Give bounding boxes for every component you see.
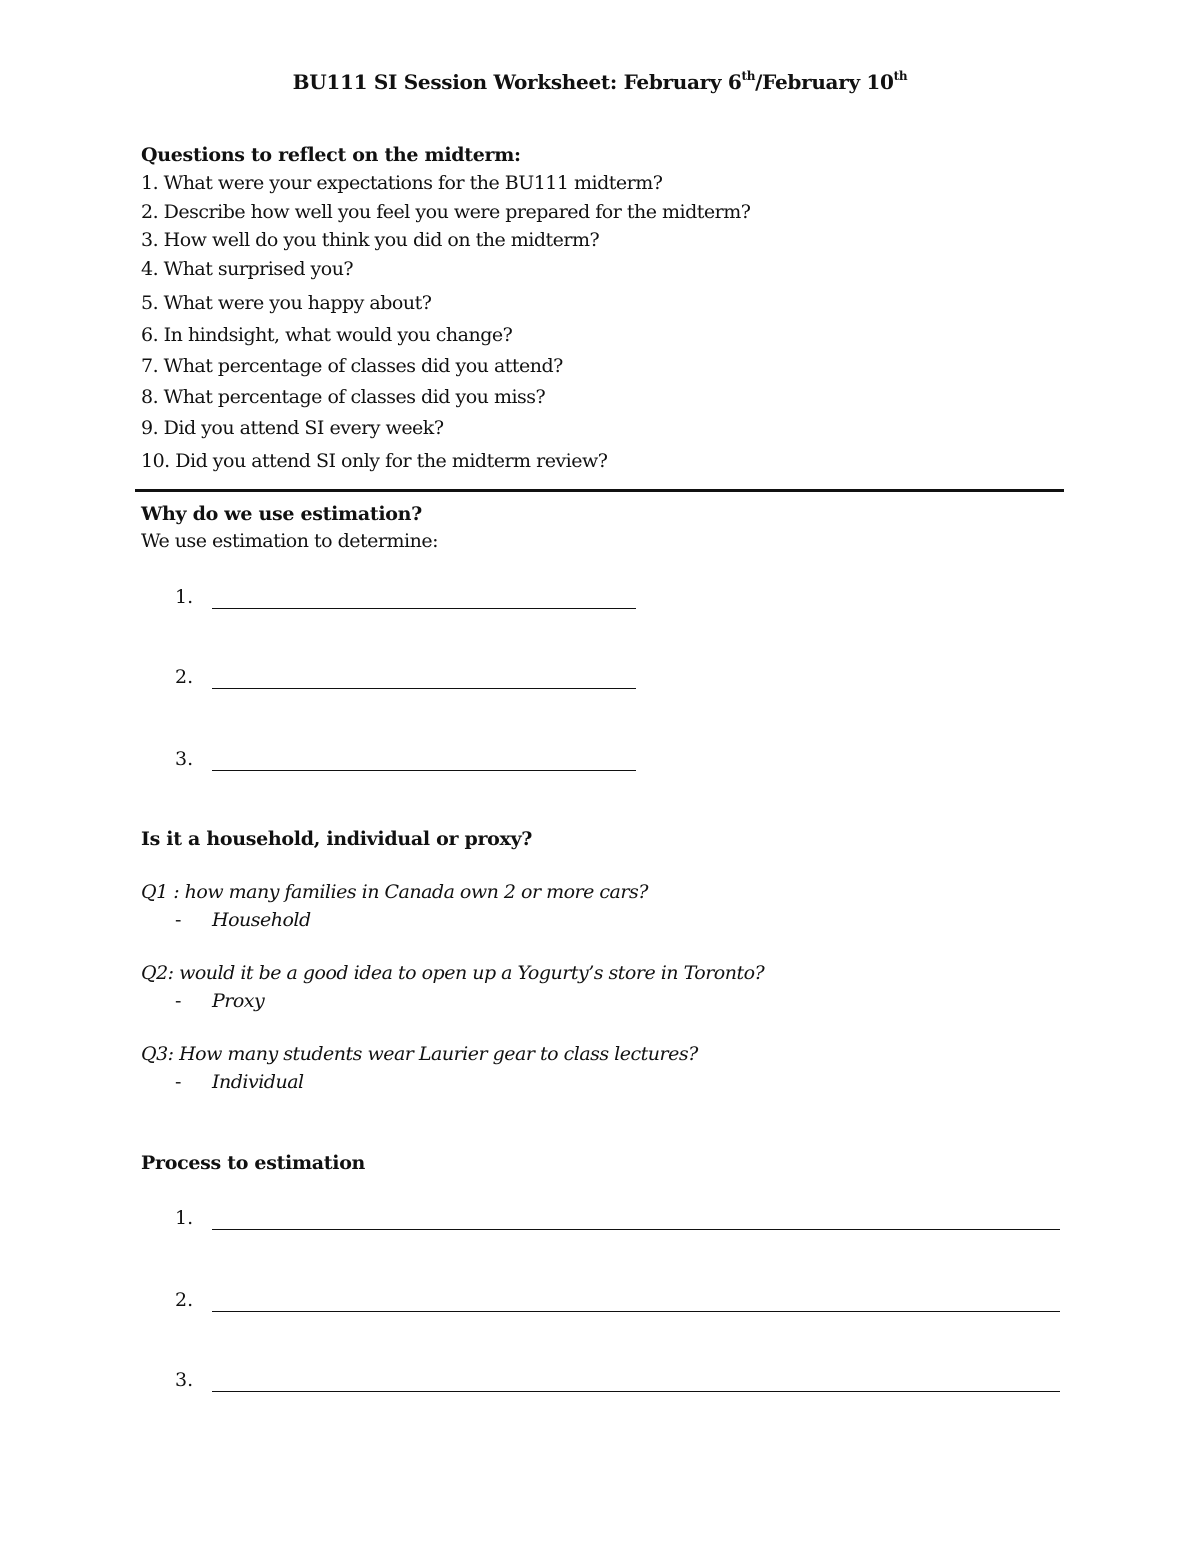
reflect-question: 6. In hindsight, what would you change? [141, 324, 513, 346]
classify-answer: Household [212, 909, 311, 931]
answer-blank-line[interactable] [212, 1391, 1060, 1392]
blank-number: 2. [175, 666, 194, 688]
blank-number: 1. [175, 586, 194, 608]
reflect-question: 7. What percentage of classes did you attend? [141, 355, 563, 377]
classify-question: Q2: would it be a good idea to open up a Yogurty’s store in Toronto? [141, 962, 765, 984]
estimation-lead: We use estimation to determine: [141, 530, 438, 552]
answer-dash: - [175, 909, 182, 931]
reflect-question: 2. Describe how well you feel you were prepared for the midterm? [141, 201, 751, 223]
classify-answer: Proxy [212, 990, 265, 1012]
blank-number: 1. [175, 1207, 194, 1229]
answer-blank-line[interactable] [212, 1311, 1060, 1312]
answer-blank-line[interactable] [212, 688, 636, 689]
classify-question: Q1 : how many families in Canada own 2 or more cars? [141, 881, 648, 903]
title-superscript: th [741, 69, 756, 83]
reflect-question: 3. How well do you think you did on the midterm? [141, 229, 600, 251]
classify-question: Q3: How many students wear Laurier gear to class lectures? [141, 1043, 698, 1065]
estimation-heading: Why do we use estimation? [141, 503, 422, 525]
blank-number: 3. [175, 748, 194, 770]
page-title [0, 70, 1200, 94]
reflect-question: 4. What surprised you? [141, 258, 354, 280]
answer-blank-line[interactable] [212, 608, 636, 609]
reflect-question: 5. What were you happy about? [141, 292, 432, 314]
section-divider [135, 489, 1064, 492]
reflect-question: 8. What percentage of classes did you miss? [141, 386, 546, 408]
title-text: BU111 SI Session Worksheet: February 6 [292, 70, 742, 94]
reflect-heading: Questions to reflect on the midterm: [141, 144, 521, 166]
blank-number: 2. [175, 1289, 194, 1311]
title-text-2: /February 10 [755, 70, 894, 94]
reflect-question: 10. Did you attend SI only for the midterm review? [141, 450, 608, 472]
title-superscript-2: th [893, 69, 908, 83]
process-heading: Process to estimation [141, 1152, 366, 1174]
answer-blank-line[interactable] [212, 770, 636, 771]
blank-number: 3. [175, 1369, 194, 1391]
reflect-question: 9. Did you attend SI every week? [141, 417, 444, 439]
answer-dash: - [175, 1071, 182, 1093]
answer-blank-line[interactable] [212, 1229, 1060, 1230]
answer-dash: - [175, 990, 182, 1012]
classify-heading: Is it a household, individual or proxy? [141, 828, 533, 850]
classify-answer: Individual [212, 1071, 304, 1093]
reflect-question: 1. What were your expectations for the BU111 midterm? [141, 172, 663, 194]
